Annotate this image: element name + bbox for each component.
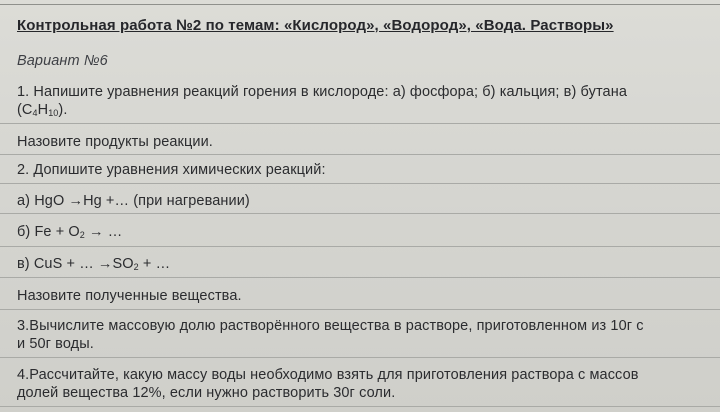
divider — [0, 357, 720, 358]
question-3-line-2: и 50г воды. — [17, 336, 94, 352]
question-2-item-b: б) $Fe + O_2$ → … — [17, 224, 123, 240]
question-1-products: Назовите продукты реакции. — [17, 134, 213, 150]
question-2-item-a: а) HgO →Hg +… (при нагревании) — [17, 193, 250, 209]
divider — [0, 183, 720, 184]
variant-label: Вариант №6 — [17, 53, 108, 69]
question-1-text: 1. Напишите уравнения реакций горения в кислороде: а) фосфора; б) кальция; в) бутана — [17, 84, 627, 100]
question-4-line-1: 4.Рассчитайте, какую массу воды необходимо взять для приготовления раствора с массов — [17, 367, 639, 383]
question-2-name-substances: Назовите полученные вещества. — [17, 288, 242, 304]
divider — [0, 277, 720, 278]
divider — [0, 123, 720, 124]
divider — [0, 309, 720, 310]
divider — [0, 406, 720, 407]
question-2-heading: 2. Допишите уравнения химических реакций: — [17, 162, 326, 178]
test-title: Контрольная работа №2 по темам: «Кислород», «Водород», «Вода. Растворы» — [17, 17, 614, 34]
question-4-line-2: долей вещества 12%, если нужно растворить 30г соли. — [17, 385, 396, 401]
divider — [0, 246, 720, 247]
question-2-item-c: в) CuS + … $\to SO_2$ + … — [17, 256, 171, 272]
question-3-line-1: 3.Вычислите массовую долю растворённого вещества в растворе, приготовленном из 10г с — [17, 318, 644, 334]
top-border — [0, 4, 720, 5]
divider — [0, 154, 720, 155]
divider — [0, 213, 720, 214]
question-1-formula: $(C_4H_{10})$. — [17, 102, 68, 118]
